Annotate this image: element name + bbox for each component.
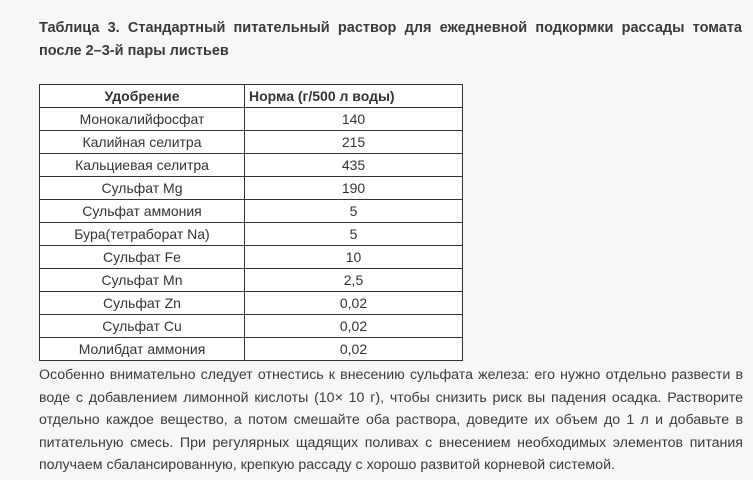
fertilizer-name: Монокалийфосфат	[40, 108, 245, 131]
column-header-fertilizer: Удобрение	[40, 85, 245, 108]
table-caption: Таблица 3. Стандартный питательный раствор для ежедневной подкормки рассады томата после 2–3-й пары листьев	[39, 20, 742, 59]
fertilizer-name: Сульфат Mg	[40, 177, 245, 200]
fertilizer-rate: 435	[245, 154, 463, 177]
table-row	[40, 246, 463, 269]
table-row	[40, 269, 463, 292]
fertilizer-rate: 5	[245, 223, 463, 246]
fertilizer-name: Сульфат Fe	[40, 246, 245, 269]
fertilizer-name: Сульфат Mn	[40, 269, 245, 292]
fertilizer-name: Калийная селитра	[40, 131, 245, 154]
table-row	[40, 200, 463, 223]
fertilizer-rate: 5	[245, 200, 463, 223]
table-row	[40, 154, 463, 177]
table-row	[40, 315, 463, 338]
table-row	[40, 292, 463, 315]
fertilizer-name: Кальциевая селитра	[40, 154, 245, 177]
fertilizer-name: Сульфат Cu	[40, 315, 245, 338]
fertilizer-name: Молибдат аммония	[40, 338, 245, 361]
table-row	[40, 223, 463, 246]
fertilizer-rate: 10	[245, 246, 463, 269]
fertilizer-name: Бура(тетраборат Na)	[40, 223, 245, 246]
fertilizer-rate: 0,02	[245, 338, 463, 361]
table-row	[40, 338, 463, 361]
table-row	[40, 108, 463, 131]
fertilizer-name: Сульфат Zn	[40, 292, 245, 315]
fertilizer-rate: 0,02	[245, 315, 463, 338]
table-header-row	[40, 85, 463, 108]
fertilizer-rate: 0,02	[245, 292, 463, 315]
column-header-rate: Норма (г/500 л воды)	[245, 85, 463, 108]
fertilizer-rate: 140	[245, 108, 463, 131]
fertilizer-table	[39, 84, 463, 361]
fertilizer-rate: 215	[245, 131, 463, 154]
fertilizer-rate: 190	[245, 177, 463, 200]
table-row	[40, 177, 463, 200]
fertilizer-rate: 2,5	[245, 269, 463, 292]
fertilizer-name: Сульфат аммония	[40, 200, 245, 223]
table-row	[40, 131, 463, 154]
body-paragraph: Особенно внимательно следует отнестись к внесению сульфата железа: его нужно отдельно развести в воде с добавлением лимонной кислоты (10× 10 г), чтобы снизить риск вы падения осадка. Растворите отдельно каждое вещество, а потом смешайте оба раствора, доведите их объем до 1 л и добавьте в питательную смесь. При регулярных щадящих поливах с внесением необходимых элементов питания получаем сбалансированную, крепкую рассаду с хорошо развитой корневой системой.	[39, 367, 743, 473]
